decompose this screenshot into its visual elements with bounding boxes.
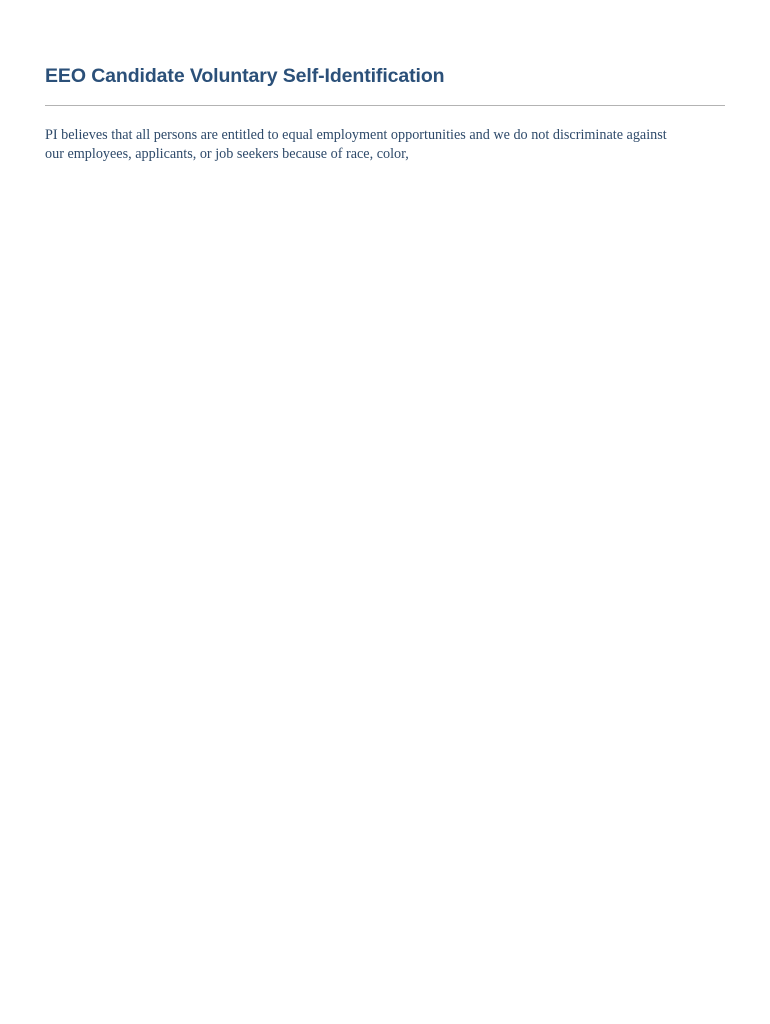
intro-paragraph: PI believes that all persons are entitled to equal employment opportunities and we do not discriminate against our employees, applicants, or job seekers because of race, color, <box>45 127 667 162</box>
page-title: EEO Candidate Voluntary Self-Identification <box>45 65 445 87</box>
eeo-form-page <box>45 62 725 164</box>
title-divider <box>45 105 725 106</box>
